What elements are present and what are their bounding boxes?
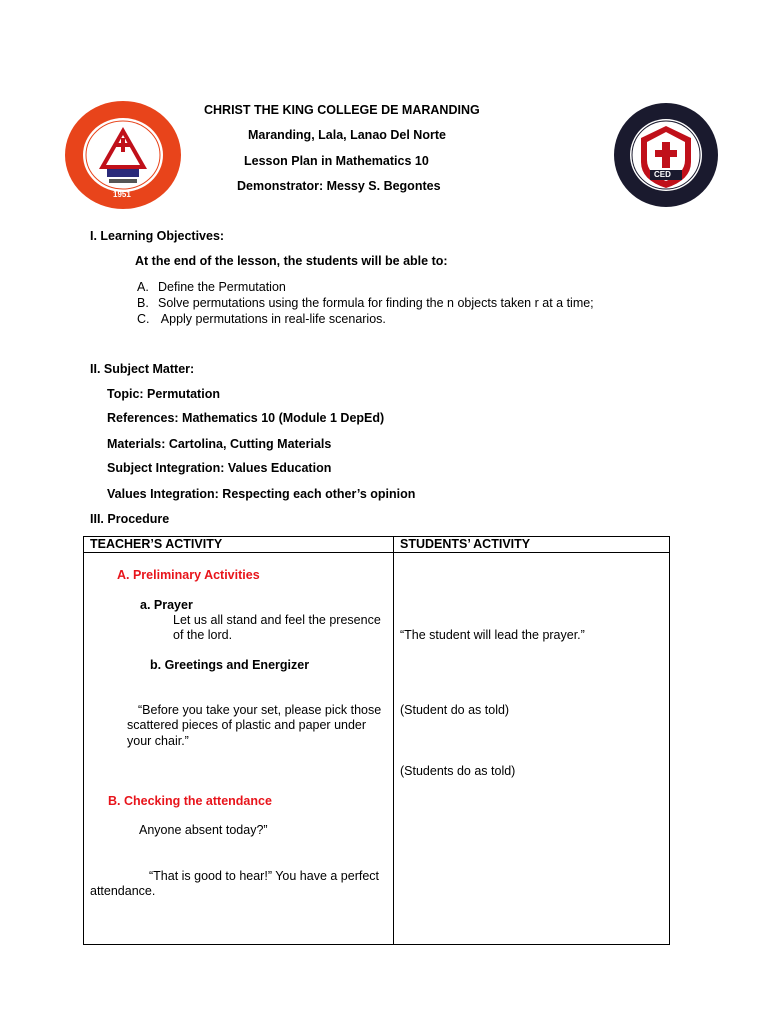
table-column-divider	[393, 537, 394, 944]
subject-matter-heading: II. Subject Matter:	[90, 362, 195, 376]
subject-integration-line: Subject Integration: Values Education	[107, 461, 332, 475]
values-integration-line: Values Integration: Respecting each other’s opinion	[107, 487, 416, 501]
absent-question: Anyone absent today?”	[139, 823, 268, 837]
prayer-heading: a. Prayer	[140, 598, 193, 612]
objective-b-marker: B.	[137, 296, 149, 310]
good-to-hear-line-1: “That is good to hear!” You have a perfect	[149, 869, 380, 883]
objective-c-marker: C.	[137, 312, 150, 326]
section-a-heading: A. Preliminary Activities	[117, 568, 260, 582]
objective-c-text: Apply permutations in real-life scenarios.	[158, 312, 386, 326]
student-prayer-response: “The student will lead the prayer.”	[400, 628, 585, 642]
section-b-heading: B. Checking the attendance	[108, 794, 272, 808]
objectives-heading: I. Learning Objectives:	[90, 229, 225, 243]
materials-line: Materials: Cartolina, Cutting Materials	[107, 437, 332, 451]
college-name: CHRIST THE KING COLLEGE DE MARANDING	[204, 103, 480, 117]
seal-year: 1951	[113, 190, 131, 199]
procedure-heading: III. Procedure	[90, 512, 170, 526]
objective-a-text: Define the Permutation	[158, 280, 286, 294]
pick-instruction-line-1: “Before you take your set, please pick those	[138, 703, 382, 717]
lesson-plan-title: Lesson Plan in Mathematics 10	[244, 154, 429, 168]
ced-badge: CED	[654, 170, 671, 179]
prayer-line-2: of the lord.	[173, 628, 233, 642]
student-told-response-2: (Students do as told)	[400, 764, 516, 778]
objective-a-marker: A.	[137, 280, 149, 294]
ced-seal-logo	[613, 102, 719, 208]
demonstrator-line: Demonstrator: Messy S. Begontes	[237, 179, 441, 193]
college-address: Maranding, Lala, Lanao Del Norte	[248, 128, 446, 142]
objective-b-text: Solve permutations using the formula for finding the n objects taken r at a time;	[158, 296, 594, 310]
student-told-response-1: (Student do as told)	[400, 703, 510, 717]
topic-line: Topic: Permutation	[107, 387, 220, 401]
greetings-heading: b. Greetings and Energizer	[150, 658, 310, 672]
pick-instruction-line-2: scattered pieces of plastic and paper under	[127, 718, 367, 732]
teacher-activity-header: TEACHER’S ACTIVITY	[90, 537, 223, 551]
pick-instruction-line-3: your chair.”	[127, 734, 189, 748]
references-line: References: Mathematics 10 (Module 1 DepEd)	[107, 411, 385, 425]
prayer-line-1: Let us all stand and feel the presence	[173, 613, 381, 627]
table-header-divider	[84, 552, 669, 553]
good-to-hear-line-2: attendance.	[90, 884, 156, 898]
objectives-intro: At the end of the lesson, the students will be able to:	[135, 254, 448, 268]
students-activity-header: STUDENTS’ ACTIVITY	[400, 537, 531, 551]
